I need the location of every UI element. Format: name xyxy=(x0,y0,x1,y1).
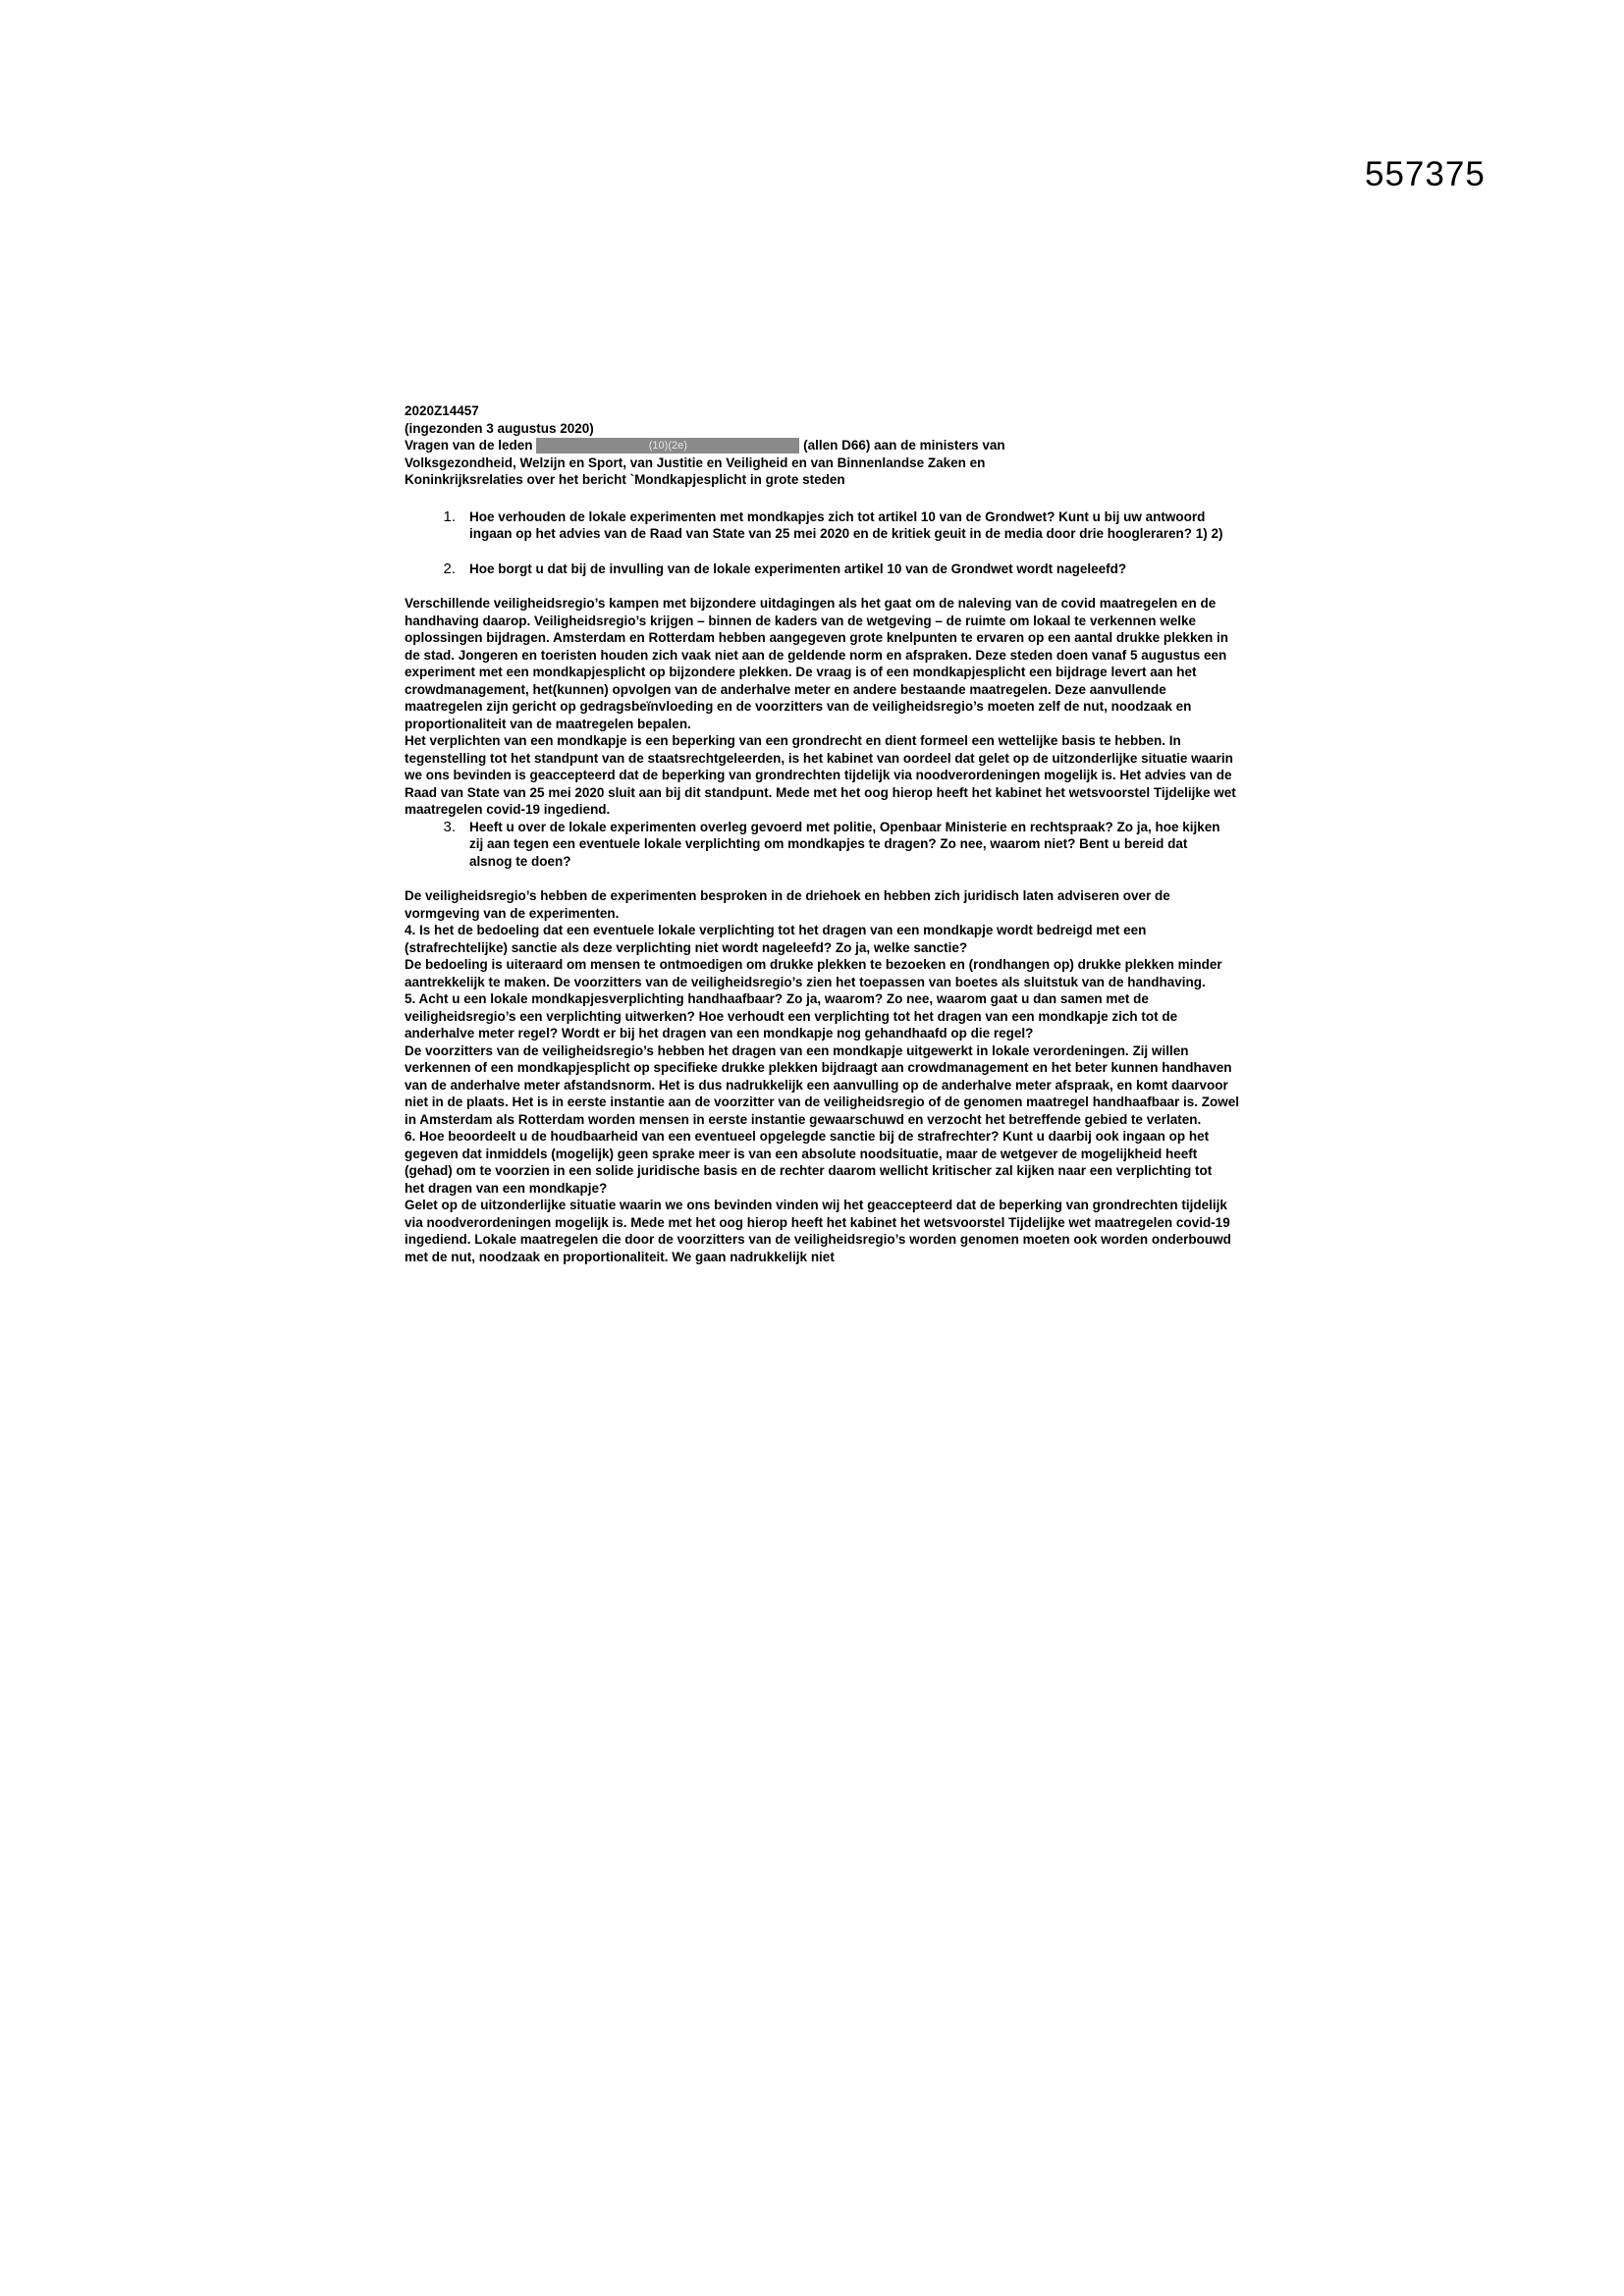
question-item xyxy=(405,508,1241,543)
question-text: Hoe borgt u dat bij de invulling van de lokale experimenten artikel 10 van de Grondwet wordt nageleefd? xyxy=(469,561,1127,576)
question-number: 3. xyxy=(443,818,456,835)
document-body xyxy=(405,402,1241,1265)
submitted-date: (ingezonden 3 augustus 2020) xyxy=(405,420,594,436)
answer-paragraph: De bedoeling is uiteraard om mensen te ontmoedigen om drukke plekken te bezoeken en (rondhangen op) drukke plekken minder aantrekkelijk te maken. De voorzitters van de veiligheidsregio’s zien het toepassen van boetes als sluitstuk van de handhaving. xyxy=(405,957,1222,989)
document-number: 557375 xyxy=(1365,155,1486,193)
answer-paragraph: Het verplichten van een mondkapje is een beperking van een grondrecht en dient formeel een wettelijke basis te hebben. In tegenstelling tot het standpunt van de staatsrechtgeleerden, is het kabinet van oordeel dat gelet op de uitzonderlijke situatie waarin we ons bevinden is geaccepteerd dat de beperking van grondrechten tijdelijk via noodverordeningen mogelijk is. Het advies van de Raad van State van 25 mei 2020 sluit aan bij dit standpunt. Mede met het oog hierop heeft het kabinet het wetsvoorstel Tijdelijke wet maatregelen covid-19 ingediend. xyxy=(405,733,1236,817)
question-item xyxy=(405,561,1241,578)
question-paragraph: 5. Acht u een lokale mondkapjesverplichting handhaafbaar? Zo ja, waarom? Zo nee, waarom gaat u dan samen met de veiligheidsregio’s een verplichting uitwerken? Hoe verhoudt een verplichting tot het dragen van een mondkapje zich tot de anderhalve meter regel? Wordt er bij het dragen van een mondkapje nog gehandhaafd op die regel? xyxy=(405,991,1178,1041)
addressee-line-1 xyxy=(405,437,1241,454)
document-header xyxy=(405,402,1241,489)
addressee-prefix: Vragen van de leden xyxy=(405,438,533,453)
question-paragraph: 6. Hoe beoordeelt u de houdbaarheid van een eventueel opgelegde sanctie bij de strafrechter? Kunt u daarbij ook ingaan op het gegeven dat inmiddels (mogelijk) geen sprake meer is van een absolute noodsituatie, maar de wetgever de mogelijkheid heeft (gehad) om te voorzien in een solide juridische basis en de rechter daarom wellicht kritischer zal kijken naar een verplichting tot het dragen van een mondkapje? xyxy=(405,1129,1213,1196)
answer-paragraph: Gelet op de uitzonderlijke situatie waarin we ons bevinden vinden wij het geaccepteerd dat de beperking van grondrechten tijdelijk via noodverordeningen mogelijk is. Mede met het oog hierop heeft het kabinet het wetsvoorstel Tijdelijke wet maatregelen covid-19 ingediend. Lokale maatregelen die door de voorzitters van de veiligheidsregio’s worden genomen moeten ook worden onderbouwd met de nut, noodzaak en proportionaliteit. We gaan nadrukkelijk niet xyxy=(405,1198,1231,1264)
question-list-intro xyxy=(405,508,1241,578)
question-number: 2. xyxy=(443,560,456,577)
answer-paragraph: Verschillende veiligheidsregio’s kampen met bijzondere uitdagingen als het gaat om de naleving van de covid maatregelen en de handhaving daarop. Veiligheidsregio’s krijgen – binnen de kaders van de wetgeving – de ruimte om lokaal te verkennen welke oplossingen bijdragen. Amsterdam en Rotterdam hebben aangegeven grote knelpunten te ervaren op een aantal drukke plekken in de stad. Jongeren en toeristen houden zich vaak niet aan de geldende norm en afspraken. Deze steden doen vanaf 5 augustus een experiment met een mondkapjesplicht op bijzondere plekken. De vraag is of een mondkapjesplicht een bijdrage levert aan het crowdmanagement, het(kunnen) opvolgen van de anderhalve meter en andere bestaande maatregelen. Deze aanvullende maatregelen zijn gericht op gedragsbeïnvloeding en de voorzitters van de veiligheidsregio’s moeten zelf de nut, noodzaak en proportionaliteit van de maatregelen bepalen. xyxy=(405,596,1228,731)
question-item xyxy=(405,819,1241,871)
question-number: 1. xyxy=(443,507,456,525)
question-text: Heeft u over de lokale experimenten overleg gevoerd met politie, Openbaar Ministerie en rechtspraak? Zo ja, hoe kijken zij aan tegen een eventuele lokale verplichting om mondkapjes te dragen? Zo nee, waarom niet? Bent u bereid dat alsnog te doen? xyxy=(469,819,1220,869)
redaction-block: (10)(2e) xyxy=(536,438,799,454)
question-text: Hoe verhouden de lokale experimenten met mondkapjes zich tot artikel 10 van de Grondwet? Kunt u bij uw antwoord ingaan op het advies van de Raad van State van 25 mei 2020 en de kritiek geuit in de media door drie hoogleraren? 1) 2) xyxy=(469,508,1223,541)
question-paragraph: 4. Is het de bedoeling dat een eventuele lokale verplichting tot het dragen van een mondkapje wordt bedreigd met een (strafrechtelijke) sanctie als deze verplichting niet wordt nageleefd? Zo ja, welke sanctie? xyxy=(405,923,1147,955)
case-id: 2020Z14457 xyxy=(405,403,479,418)
answer-paragraph: De veiligheidsregio’s hebben de experimenten besproken in de driehoek en hebben zich juridisch laten adviseren over de vormgeving van de experimenten. xyxy=(405,888,1170,921)
addressee-suffix: (allen D66) aan de ministers van xyxy=(803,438,1005,453)
addressee-line-2: Volksgezondheid, Welzijn en Sport, van Justitie en Veiligheid en van Binnenlandse Zaken en xyxy=(405,454,986,470)
answer-paragraph: De voorzitters van de veiligheidsregio’s hebben het dragen van een mondkapje uitgewerkt in lokale verordeningen. Zij willen verkennen of een mondkapjesplicht op specifieke drukke plekken bijdraagt aan crowdmanagement en het beter kunnen handhaven van de anderhalve meter afstandsnorm. Het is dus nadrukkelijk een aanvulling op de anderhalve meter afspraak, en komt daarvoor niet in de plaats. Het is in eerste instantie aan de voorzitter van de veiligheidsregio of de genomen maatregel handhaafbaar is. Zowel in Amsterdam als Rotterdam worden mensen in eerste instantie gewaarschuwd en verzocht het betreffende gebied te verlaten. xyxy=(405,1042,1239,1127)
addressee-line-3: Koninkrijksrelaties over het bericht `Mondkapjesplicht in grote steden xyxy=(405,472,845,487)
